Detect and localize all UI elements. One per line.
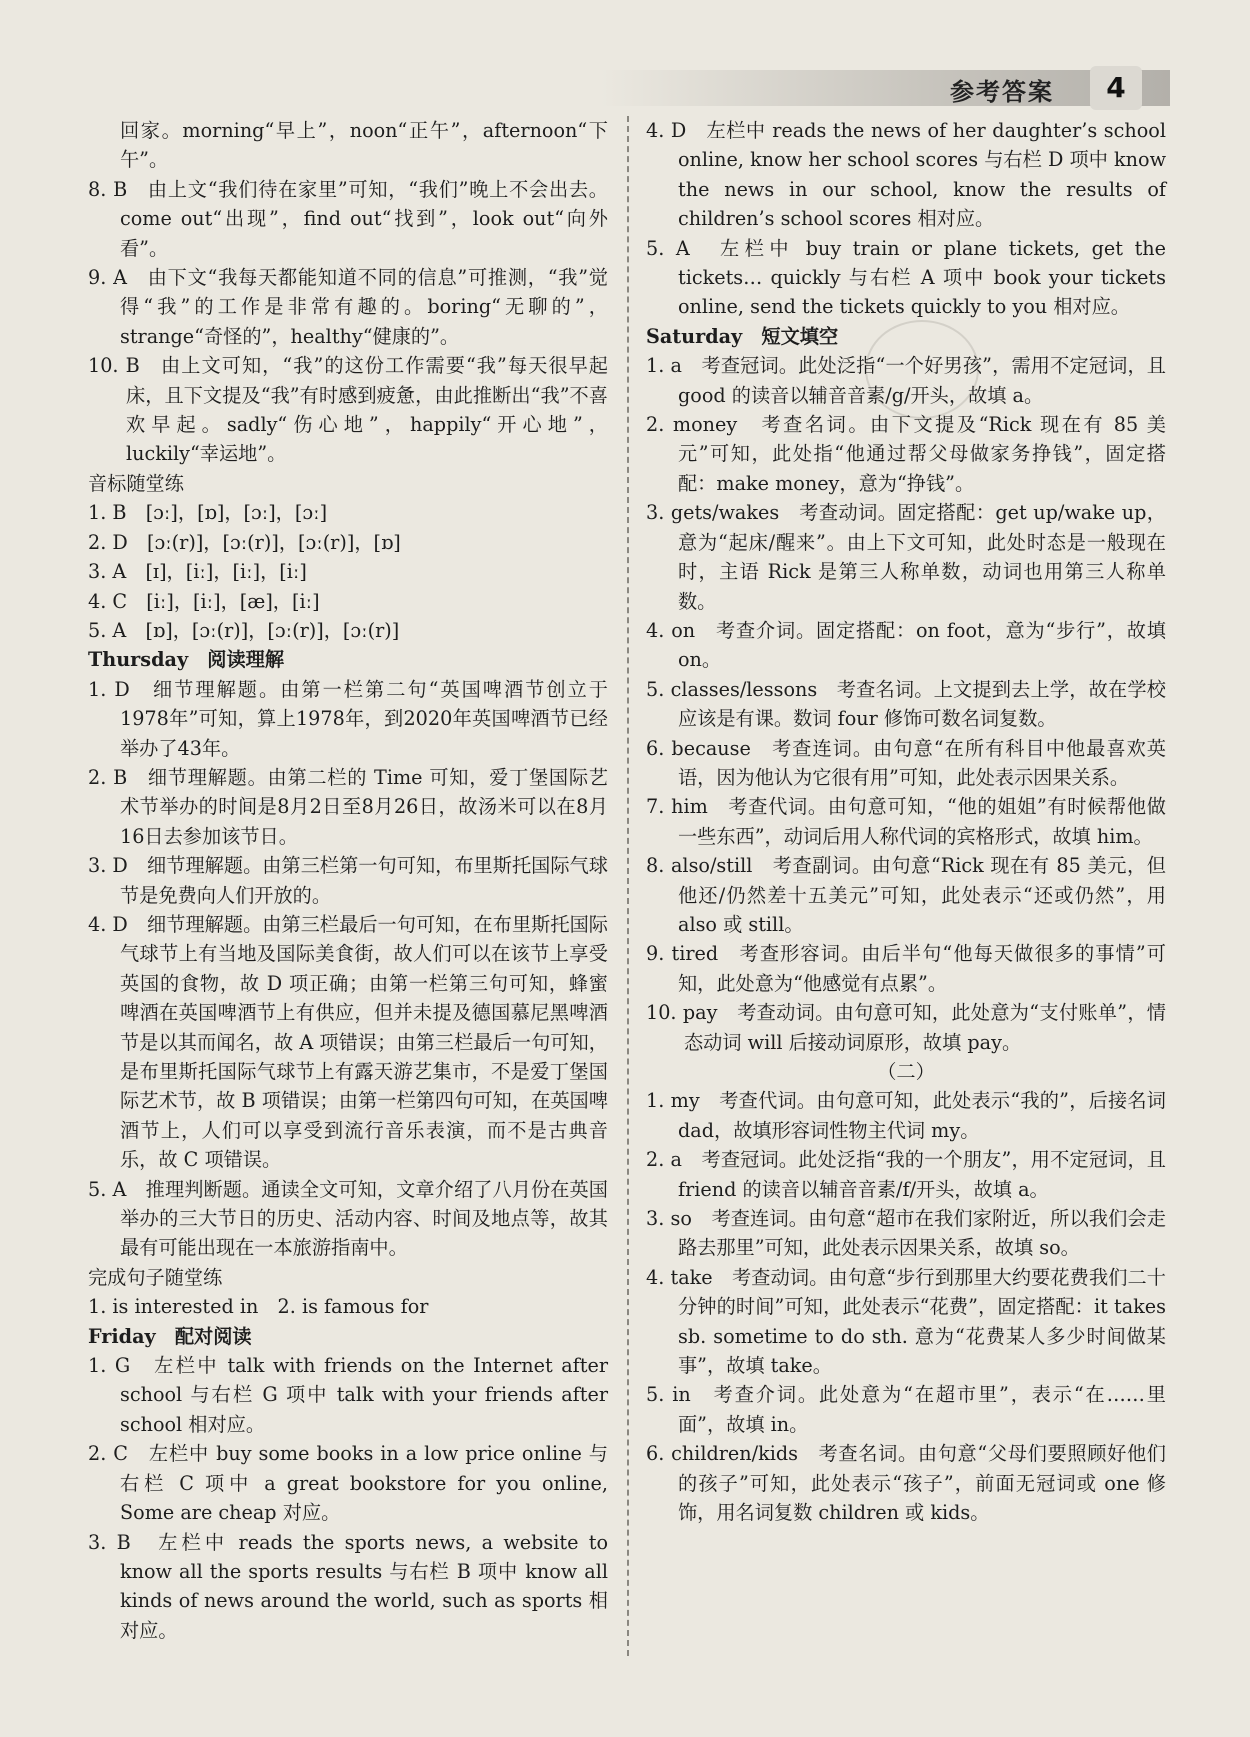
answer-item: 2. a 考查冠词。此处泛指“我的一个朋友”，用不定冠词，且 friend 的读音以辅音音素/f/开头，故填 a。 [646,1148,1166,1201]
answer-item: 5. classes/lessons 考查名词。上文提到去上学，故在学校应该是有课。数词 four 修饰可数名词复数。 [646,677,1166,731]
section-marker: （二） [877,1060,935,1083]
answer-item: 8. also/still 考查副词。由句意“Rick 现在有 85 美元，但他还/仍然差十五美元”可知，此处表示“还或仍然”，用 also 或 still。 [646,854,1166,936]
answer-item: 1. is interested in 2. is famous for [88,1295,429,1319]
answer-item: 3. B 左栏中 reads the sports news, a website to know all the sports results 与右栏 B 项中 know all kinds of news around the world, such as sports 相对应。 [88,1530,608,1642]
answer-item: 10. pay 考查动词。由句意可知，此处意为“支付账单”，情态动词 will 后接动词原形，故填 pay。 [646,1001,1166,1054]
page-number: 4 [1090,66,1142,110]
answer-item: 回家。morning“早上”，noon“正午”，afternoon“下午”。 [120,119,608,172]
answer-item: 8. B 由上文“我们待在家里”可知，“我们”晚上不会出去。come out“出现”，find out“找到”，look out“向外看”。 [88,177,608,260]
answer-item: 9. A 由下文“我每天都能知道不同的信息”可推测，“我”觉得“我”的工作是非常有趣的。boring“无聊的”，strange“奇怪的”，healthy“健康的”。 [88,266,608,348]
section-subheading: 完成句子随堂练 [88,1265,223,1289]
header-bar [600,70,1170,106]
answer-item: 9. tired 考查形容词。由后半句“他每天做很多的事情”可知，此处意为“他感觉有点累”。 [646,942,1166,995]
answer-item: 4. C [iː]，[iː]，[æ]，[iː] [88,589,320,613]
answer-item: 7. him 考查代词。由句意可知，“他的姐姐”有时候帮他做一些东西”，动词后用人称代词的宾格形式，故填 him。 [646,795,1166,848]
answer-item: 3. A [ɪ]，[iː]，[iː]，[iː] [88,560,307,584]
answer-item: 5. A [ɒ]，[ɔː(r)]，[ɔː(r)]，[ɔː(r)] [88,618,400,642]
section-subheading: 音标随堂练 [88,471,184,495]
answer-item: 1. G 左栏中 talk with friends on the Internet after school 与右栏 G 项中 talk with your friends after school 相对应。 [88,1354,608,1436]
answer-item: 2. B 细节理解题。由第二栏的 Time 可知，爱丁堡国际艺术节举办的时间是8月2日至8月26日，故汤米可以在8月16日去参加该节日。 [88,765,608,848]
answer-item: 1. B [ɔː]，[ɒ]，[ɔː]，[ɔː] [88,501,328,525]
header-title: 参考答案 [950,77,1054,106]
section-heading-friday: Friday 配对阅读 [88,1324,252,1348]
answer-item: 1. a 考查冠词。此处泛指“一个好男孩”，需用不定冠词，且 good 的读音以辅音音素/g/开头，故填 a。 [646,354,1166,407]
section-heading-saturday: Saturday 短文填空 [646,324,839,348]
section-heading-thursday: Thursday 阅读理解 [88,648,285,672]
answer-item: 3. D 细节理解题。由第三栏第一句可知，布里斯托国际气球节是免费向人们开放的。 [88,854,608,907]
answer-item: 10. B 由上文可知，“我”的这份工作需要“我”每天很早起床，且下文提及“我”有时感到疲惫，由此推断出“我”不喜欢早起。sadly“伤心地”，happily“开心地”，luckily“幸运地”。 [88,354,608,466]
left-column [88,116,608,1645]
answer-item: 4. on 考查介词。固定搭配：on foot，意为“步行”，故填 on。 [646,618,1166,672]
answer-item: 1. my 考查代词。由句意可知，此处表示“我的”，后接名词 dad，故填形容词性物主代词 my。 [646,1089,1166,1142]
answer-item: 5. A 推理判断题。通读全文可知，文章介绍了八月份在英国举办的三大节日的历史、活动内容、时间及地点等，故其最有可能出现在一本旅游指南中。 [88,1177,608,1260]
answer-item: 3. gets/wakes 考查动词。固定搭配：get up/wake up，意为“起床/醒来”。由上下文可知，此处时态是一般现在时，主语 Rick 是第三人称单数，动词也用第三人称单数。 [646,501,1166,613]
answer-item: 6. children/kids 考查名词。由句意“父母们要照顾好他们的孩子”可知，此处表示“孩子”，前面无冠词或 one 修饰，用名词复数 children 或 kids。 [646,1442,1166,1525]
answer-item: 2. C 左栏中 buy some books in a low price online 与右栏 C 项中 a great bookstore for you online, Some are cheap 对应。 [88,1442,608,1525]
right-column [646,116,1166,1528]
column-divider [627,116,629,1656]
answer-item: 5. A 左栏中 buy train or plane tickets, get the tickets… quickly 与右栏 A 项中 book your tickets online, send the tickets quickly to you 相对应。 [646,236,1166,319]
answer-item: 2. money 考查名词。由下文提及“Rick 现在有 85 美元”可知，此处指“他通过帮父母做家务挣钱”，固定搭配：make money，意为“挣钱”。 [646,413,1166,495]
answer-item: 4. D 左栏中 reads the news of her daughter’s school online, know her school scores 与右栏 D 项中 know the news in our school, know the results of children’s school scores 相对应。 [646,119,1166,231]
answer-item: 1. D 细节理解题。由第一栏第二句“英国啤酒节创立于1978年”可知，算上1978年，到2020年英国啤酒节已经举办了43年。 [88,677,608,760]
answer-item: 2. D [ɔː(r)]，[ɔː(r)]，[ɔː(r)]，[ɒ] [88,530,401,554]
answer-item: 6. because 考查连词。由句意“在所有科目中他最喜欢英语，因为他认为它很有用”可知，此处表示因果关系。 [646,736,1166,789]
answer-item: 4. take 考查动词。由句意“步行到那里大约要花费我们二十分钟的时间”可知，此处表示“花费”，固定搭配：it takes sb. sometime to do sth. 意为“花费某人多少时间做某事”，故填 take。 [646,1265,1166,1378]
answer-item: 4. D 细节理解题。由第三栏最后一句可知，在布里斯托国际气球节上有当地及国际美食街，故人们可以在该节上享受英国的食物，故 D 项正确；由第一栏第三句可知，蜂蜜啤酒在英国啤酒节上有供应，但并未提及德国慕尼黑啤酒节是以其而闻名，故 A 项错误；由第三栏最后一句可知，是布里斯托国际气球节上有露天游艺集市，不是爱丁堡国际艺术节，故 B 项错误；由第一栏第四句可知，在英国啤酒节上，人们可以享受到流行音乐表演，而不是古典音乐，故 C 项错误。 [88,912,608,1172]
answer-item: 3. so 考查连词。由句意“超市在我们家附近，所以我们会走路去那里”可知，此处表示因果关系，故填 so。 [646,1207,1166,1260]
answer-item: 5. in 考查介词。此处意为“在超市里”，表示“在……里面”，故填 in。 [646,1383,1166,1436]
